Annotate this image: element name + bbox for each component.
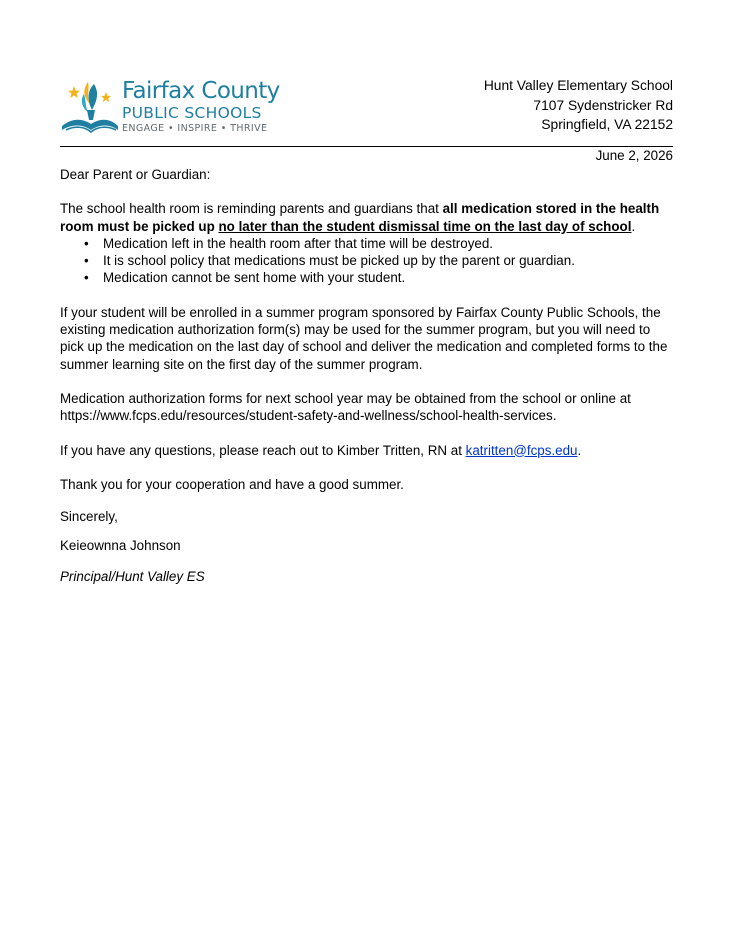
logo-line-schools: PUBLIC SCHOOLS <box>122 104 262 122</box>
school-name: Hunt Valley Elementary School <box>483 78 673 93</box>
logo-tagline: ENGAGE • INSPIRE • THRIVE <box>122 123 268 134</box>
email-link[interactable]: katritten@fcps.edu <box>465 442 578 458</box>
letter-body <box>60 166 676 585</box>
signer-title: Principal/Hunt Valley ES <box>60 568 205 584</box>
reminder-deadline: no later than the student dismissal time on the last day of school <box>218 218 632 234</box>
list-item: • Medication cannot be sent home with your student. <box>103 269 676 286</box>
header-divider <box>60 146 673 147</box>
closing: Sincerely, <box>60 509 118 525</box>
list-item: • Medication left in the health room after that time will be destroyed. <box>103 235 676 252</box>
school-address-block <box>484 76 673 135</box>
reminder-text: The school health room is reminding parents and guardians that <box>60 201 443 217</box>
school-city: Springfield, VA 22152 <box>541 117 673 132</box>
school-street: 7107 Sydenstricker Rd <box>533 97 673 113</box>
paragraph-reminder: The school health room is reminding parents and guardians that all medication stored in the health room must be picked up no later than the student dismissal time on the last day of school. <box>60 201 660 234</box>
paragraph-summer-program: If your student will be enrolled in a summer program sponsored by Fairfax County Public Schools, the existing medication authorization form(s) may be used for the summer program, but you will need to pick up the medication on the last day of school and deliver the medication and completed forms to the summer learning site on the first day of the summer program. <box>60 304 668 372</box>
paragraph-questions: If you have any questions, please reach out to Kimber Tritten, RN at katritten@fcps.edu. <box>60 442 582 458</box>
paragraph-forms: Medication authorization forms for next school year may be obtained from the school or online at https://www.fcps.edu/resources/student-safety-and-wellness/school-health-services. <box>60 390 631 424</box>
fcps-logo <box>60 78 280 138</box>
paragraph-thanks: Thank you for your cooperation and have a good summer. <box>60 476 404 492</box>
greeting: Dear Parent or Guardian: <box>60 167 211 182</box>
list-item: • It is school policy that medications must be picked up by the parent or guardian. <box>103 252 676 269</box>
policy-bullet-list <box>60 235 676 287</box>
torch-book-logo-icon <box>60 80 120 136</box>
signer-name: Keieownna Johnson <box>60 538 181 554</box>
letter-date: June 2, 2026 <box>595 148 673 163</box>
logo-line-county: Fairfax County <box>122 78 280 104</box>
reminder-bold: all medication stored in the health room must be picked up <box>60 201 660 234</box>
